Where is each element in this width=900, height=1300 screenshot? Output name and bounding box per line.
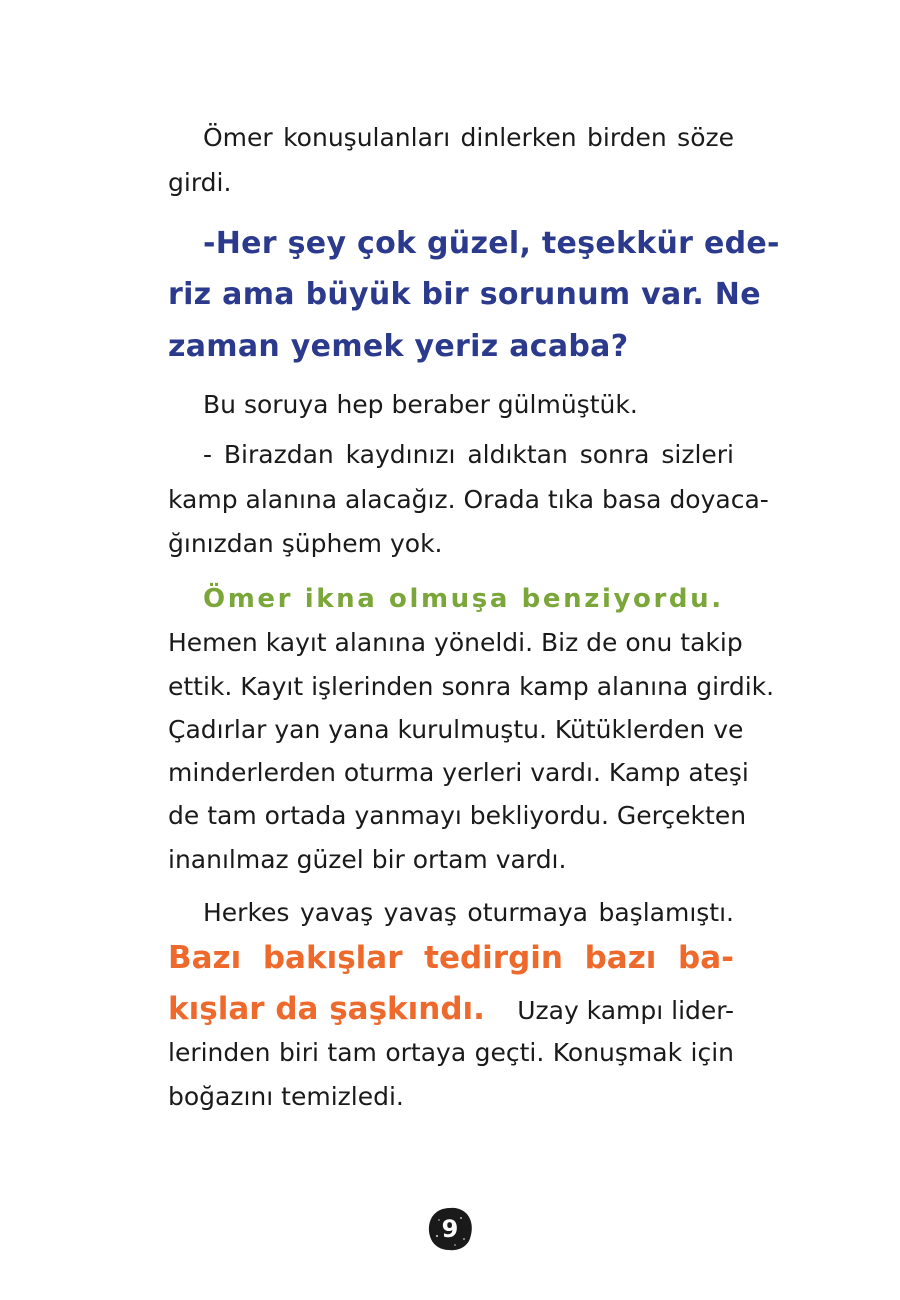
highlight-phrase-orange: kışlar da şaşkındı. <box>168 991 485 1027</box>
page-number: 9 <box>441 1215 459 1243</box>
highlight-line-orange: Bazı bakışlar tedirgin bazı ba- <box>168 940 734 976</box>
text-line: girdi. <box>168 168 232 197</box>
text-line: minderlerden oturma yerleri vardı. Kamp ateşi <box>168 758 749 787</box>
dialogue-line: zaman yemek yeriz acaba? <box>168 329 629 364</box>
dialogue-line: -Her şey çok güzel, teşekkür ede- <box>203 226 780 261</box>
text-line: ğınızdan şüphem yok. <box>168 529 443 558</box>
text-line: Çadırlar yan yana kurulmuştu. Kütüklerden ve <box>168 715 744 744</box>
text-line: Ömer konuşulanları dinlerken birden söze <box>203 123 734 152</box>
mixed-line <box>168 990 734 1028</box>
text-line: de tam ortada yanmayı bekliyordu. Gerçekten <box>168 801 747 830</box>
text-line: boğazını temizledi. <box>168 1082 404 1111</box>
text-phrase: Uzay kampı lider- <box>517 996 734 1025</box>
text-line: ettik. Kayıt işlerinden sonra kamp alanına girdik. <box>168 672 775 701</box>
text-line: lerinden biri tam ortaya geçti. Konuşmak için <box>168 1038 734 1067</box>
text-line: Herkes yavaş yavaş oturmaya başlamıştı. <box>203 898 734 927</box>
text-line: - Birazdan kaydınızı aldıktan sonra sizleri <box>203 440 734 469</box>
text-line: inanılmaz güzel bir ortam vardı. <box>168 845 567 874</box>
text-line: Bu soruya hep beraber gülmüştük. <box>203 390 638 419</box>
dialogue-line: riz ama büyük bir sorunum var. Ne <box>168 277 761 312</box>
text-line: Hemen kayıt alanına yöneldi. Biz de onu takip <box>168 628 743 657</box>
text-line: kamp alanına alacağız. Orada tıka basa doyaca- <box>168 485 769 514</box>
page-number-badge <box>427 1206 473 1252</box>
highlight-line-green: Ömer ikna olmuşa benziyordu. <box>203 584 724 614</box>
